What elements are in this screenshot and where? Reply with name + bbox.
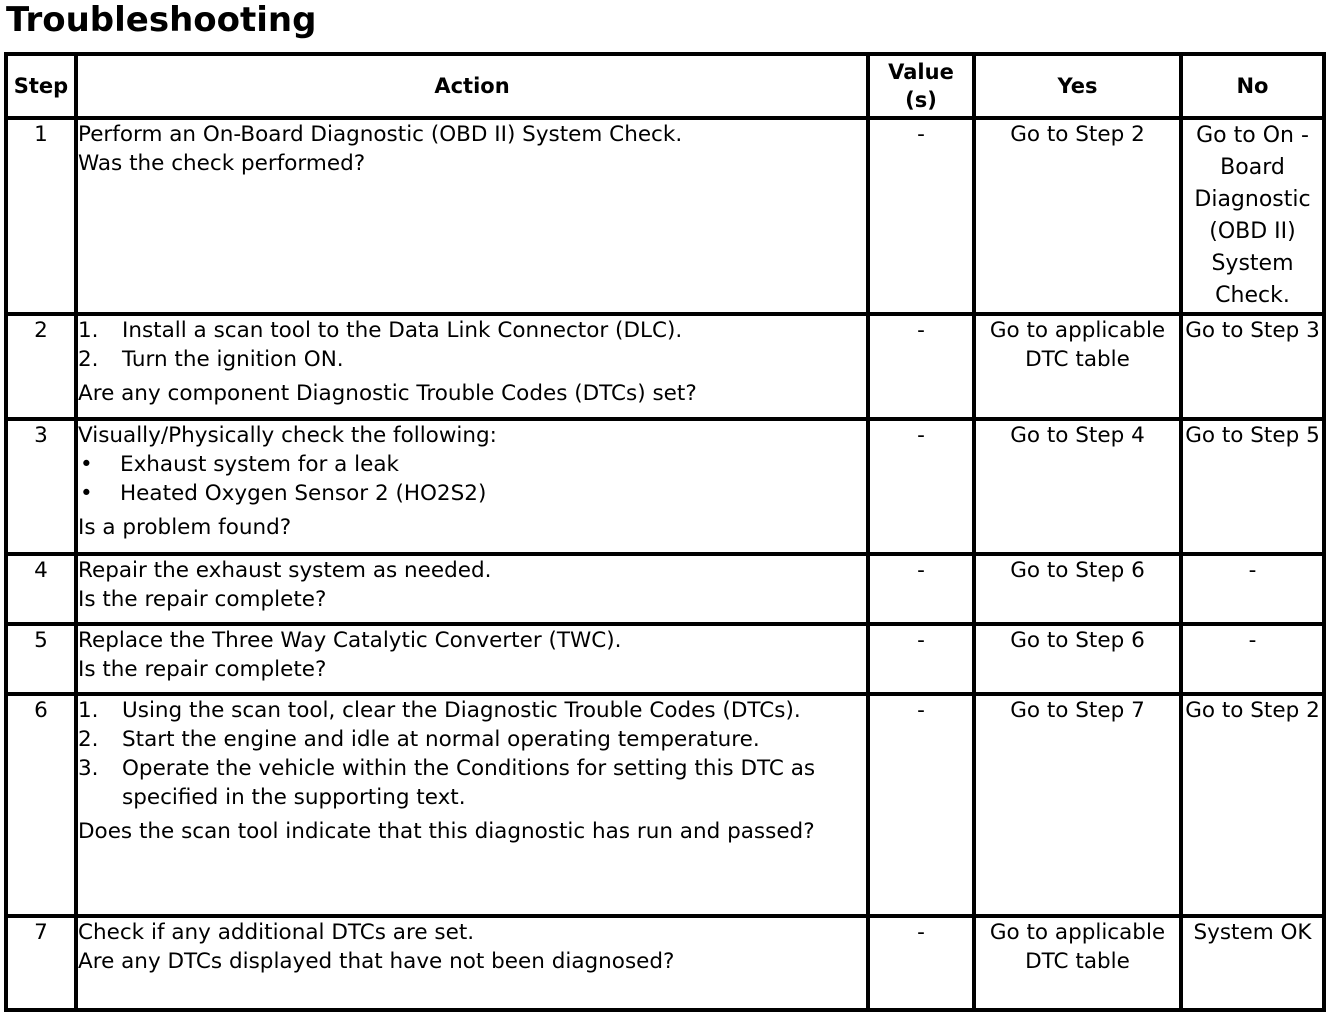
header-action: Action <box>76 54 868 118</box>
bullet-item <box>78 479 866 508</box>
item-text: Turn the ignition ON. <box>122 347 344 372</box>
action-cell <box>76 916 868 1010</box>
item-number: 1. <box>78 318 99 343</box>
bullet-text: Heated Oxygen Sensor 2 (HO2S2) <box>120 481 487 506</box>
step-number: 2 <box>6 314 76 419</box>
header-value <box>868 54 974 118</box>
value-cell: - <box>868 118 974 314</box>
no-cell: - <box>1181 554 1324 624</box>
header-step: Step <box>6 54 76 118</box>
header-value-line2: (s) <box>905 88 937 112</box>
value-cell: - <box>868 314 974 419</box>
header-no: No <box>1181 54 1324 118</box>
no-cell: System OK <box>1181 916 1324 1010</box>
yes-cell: Go to Step 7 <box>974 694 1181 916</box>
step-number: 1 <box>6 118 76 314</box>
action-question: Are any DTCs displayed that have not been diagnosed? <box>78 949 675 974</box>
action-question: Is the repair complete? <box>78 587 327 612</box>
bullet-icon: • <box>80 481 93 506</box>
item-text: Using the scan tool, clear the Diagnostic Trouble Codes (DTCs). <box>122 698 801 723</box>
action-cell <box>76 314 868 419</box>
step-number: 5 <box>6 624 76 694</box>
no-cell: Go to Step 2 <box>1181 694 1324 916</box>
item-text: Install a scan tool to the Data Link Connector (DLC). <box>122 318 683 343</box>
action-line: Check if any additional DTCs are set. <box>78 920 475 945</box>
item-number: 2. <box>78 727 99 752</box>
step-number: 7 <box>6 916 76 1010</box>
action-cell <box>76 419 868 554</box>
bullet-icon: • <box>80 452 93 477</box>
numbered-item <box>78 316 866 345</box>
yes-cell: Go to applicable DTC table <box>974 314 1181 419</box>
table-row-step-1 <box>6 118 1324 314</box>
action-question: Is a problem found? <box>78 515 292 540</box>
action-cell <box>76 694 868 916</box>
action-question: Are any component Diagnostic Trouble Codes (DTCs) set? <box>78 381 697 406</box>
action-line: Repair the exhaust system as needed. <box>78 558 492 583</box>
page-title: Troubleshooting <box>6 0 317 40</box>
numbered-item <box>78 345 866 374</box>
step-number: 4 <box>6 554 76 624</box>
item-text: Operate the vehicle within the Conditions for setting this DTC as specified in the supporting text. <box>122 756 816 810</box>
header-yes: Yes <box>974 54 1181 118</box>
no-cell: - <box>1181 624 1324 694</box>
yes-cell: Go to Step 2 <box>974 118 1181 314</box>
table-row-step-6 <box>6 694 1324 916</box>
step-number: 6 <box>6 694 76 916</box>
yes-cell: Go to Step 6 <box>974 554 1181 624</box>
action-line: Replace the Three Way Catalytic Converter (TWC). <box>78 628 622 653</box>
value-cell: - <box>868 694 974 916</box>
action-cell <box>76 624 868 694</box>
yes-cell: Go to Step 6 <box>974 624 1181 694</box>
table-row-step-5 <box>6 624 1324 694</box>
action-question: Was the check performed? <box>78 151 366 176</box>
yes-cell: Go to Step 4 <box>974 419 1181 554</box>
table-row-step-2 <box>6 314 1324 419</box>
action-cell <box>76 554 868 624</box>
item-number: 1. <box>78 698 99 723</box>
bullet-text: Exhaust system for a leak <box>120 452 399 477</box>
action-question: Does the scan tool indicate that this diagnostic has run and passed? <box>78 819 815 844</box>
yes-cell: Go to applicable DTC table <box>974 916 1181 1010</box>
item-number: 2. <box>78 347 99 372</box>
numbered-item <box>78 696 866 725</box>
value-cell: - <box>868 419 974 554</box>
no-cell: Go to Step 3 <box>1181 314 1324 419</box>
value-cell: - <box>868 916 974 1010</box>
header-value-line1: Value <box>888 60 954 84</box>
table-row-step-7 <box>6 916 1324 1010</box>
step-number: 3 <box>6 419 76 554</box>
value-cell: - <box>868 624 974 694</box>
numbered-item <box>78 754 866 812</box>
header-row <box>6 54 1324 118</box>
item-text: Start the engine and idle at normal operating temperature. <box>122 727 760 752</box>
action-cell <box>76 118 868 314</box>
no-cell: Go to Step 5 <box>1181 419 1324 554</box>
action-intro: Visually/Physically check the following: <box>78 423 497 448</box>
table-row-step-3 <box>6 419 1324 554</box>
no-cell <box>1181 118 1324 314</box>
troubleshooting-table <box>4 52 1326 1012</box>
value-cell: - <box>868 554 974 624</box>
numbered-item <box>78 725 866 754</box>
bullet-item <box>78 450 866 479</box>
table-row-step-4 <box>6 554 1324 624</box>
action-line: Perform an On-Board Diagnostic (OBD II) System Check. <box>78 122 683 147</box>
item-number: 3. <box>78 756 99 781</box>
action-question: Is the repair complete? <box>78 657 327 682</box>
no-text: Go to On -Board Diagnostic (OBD II) System Check. <box>1194 123 1311 308</box>
